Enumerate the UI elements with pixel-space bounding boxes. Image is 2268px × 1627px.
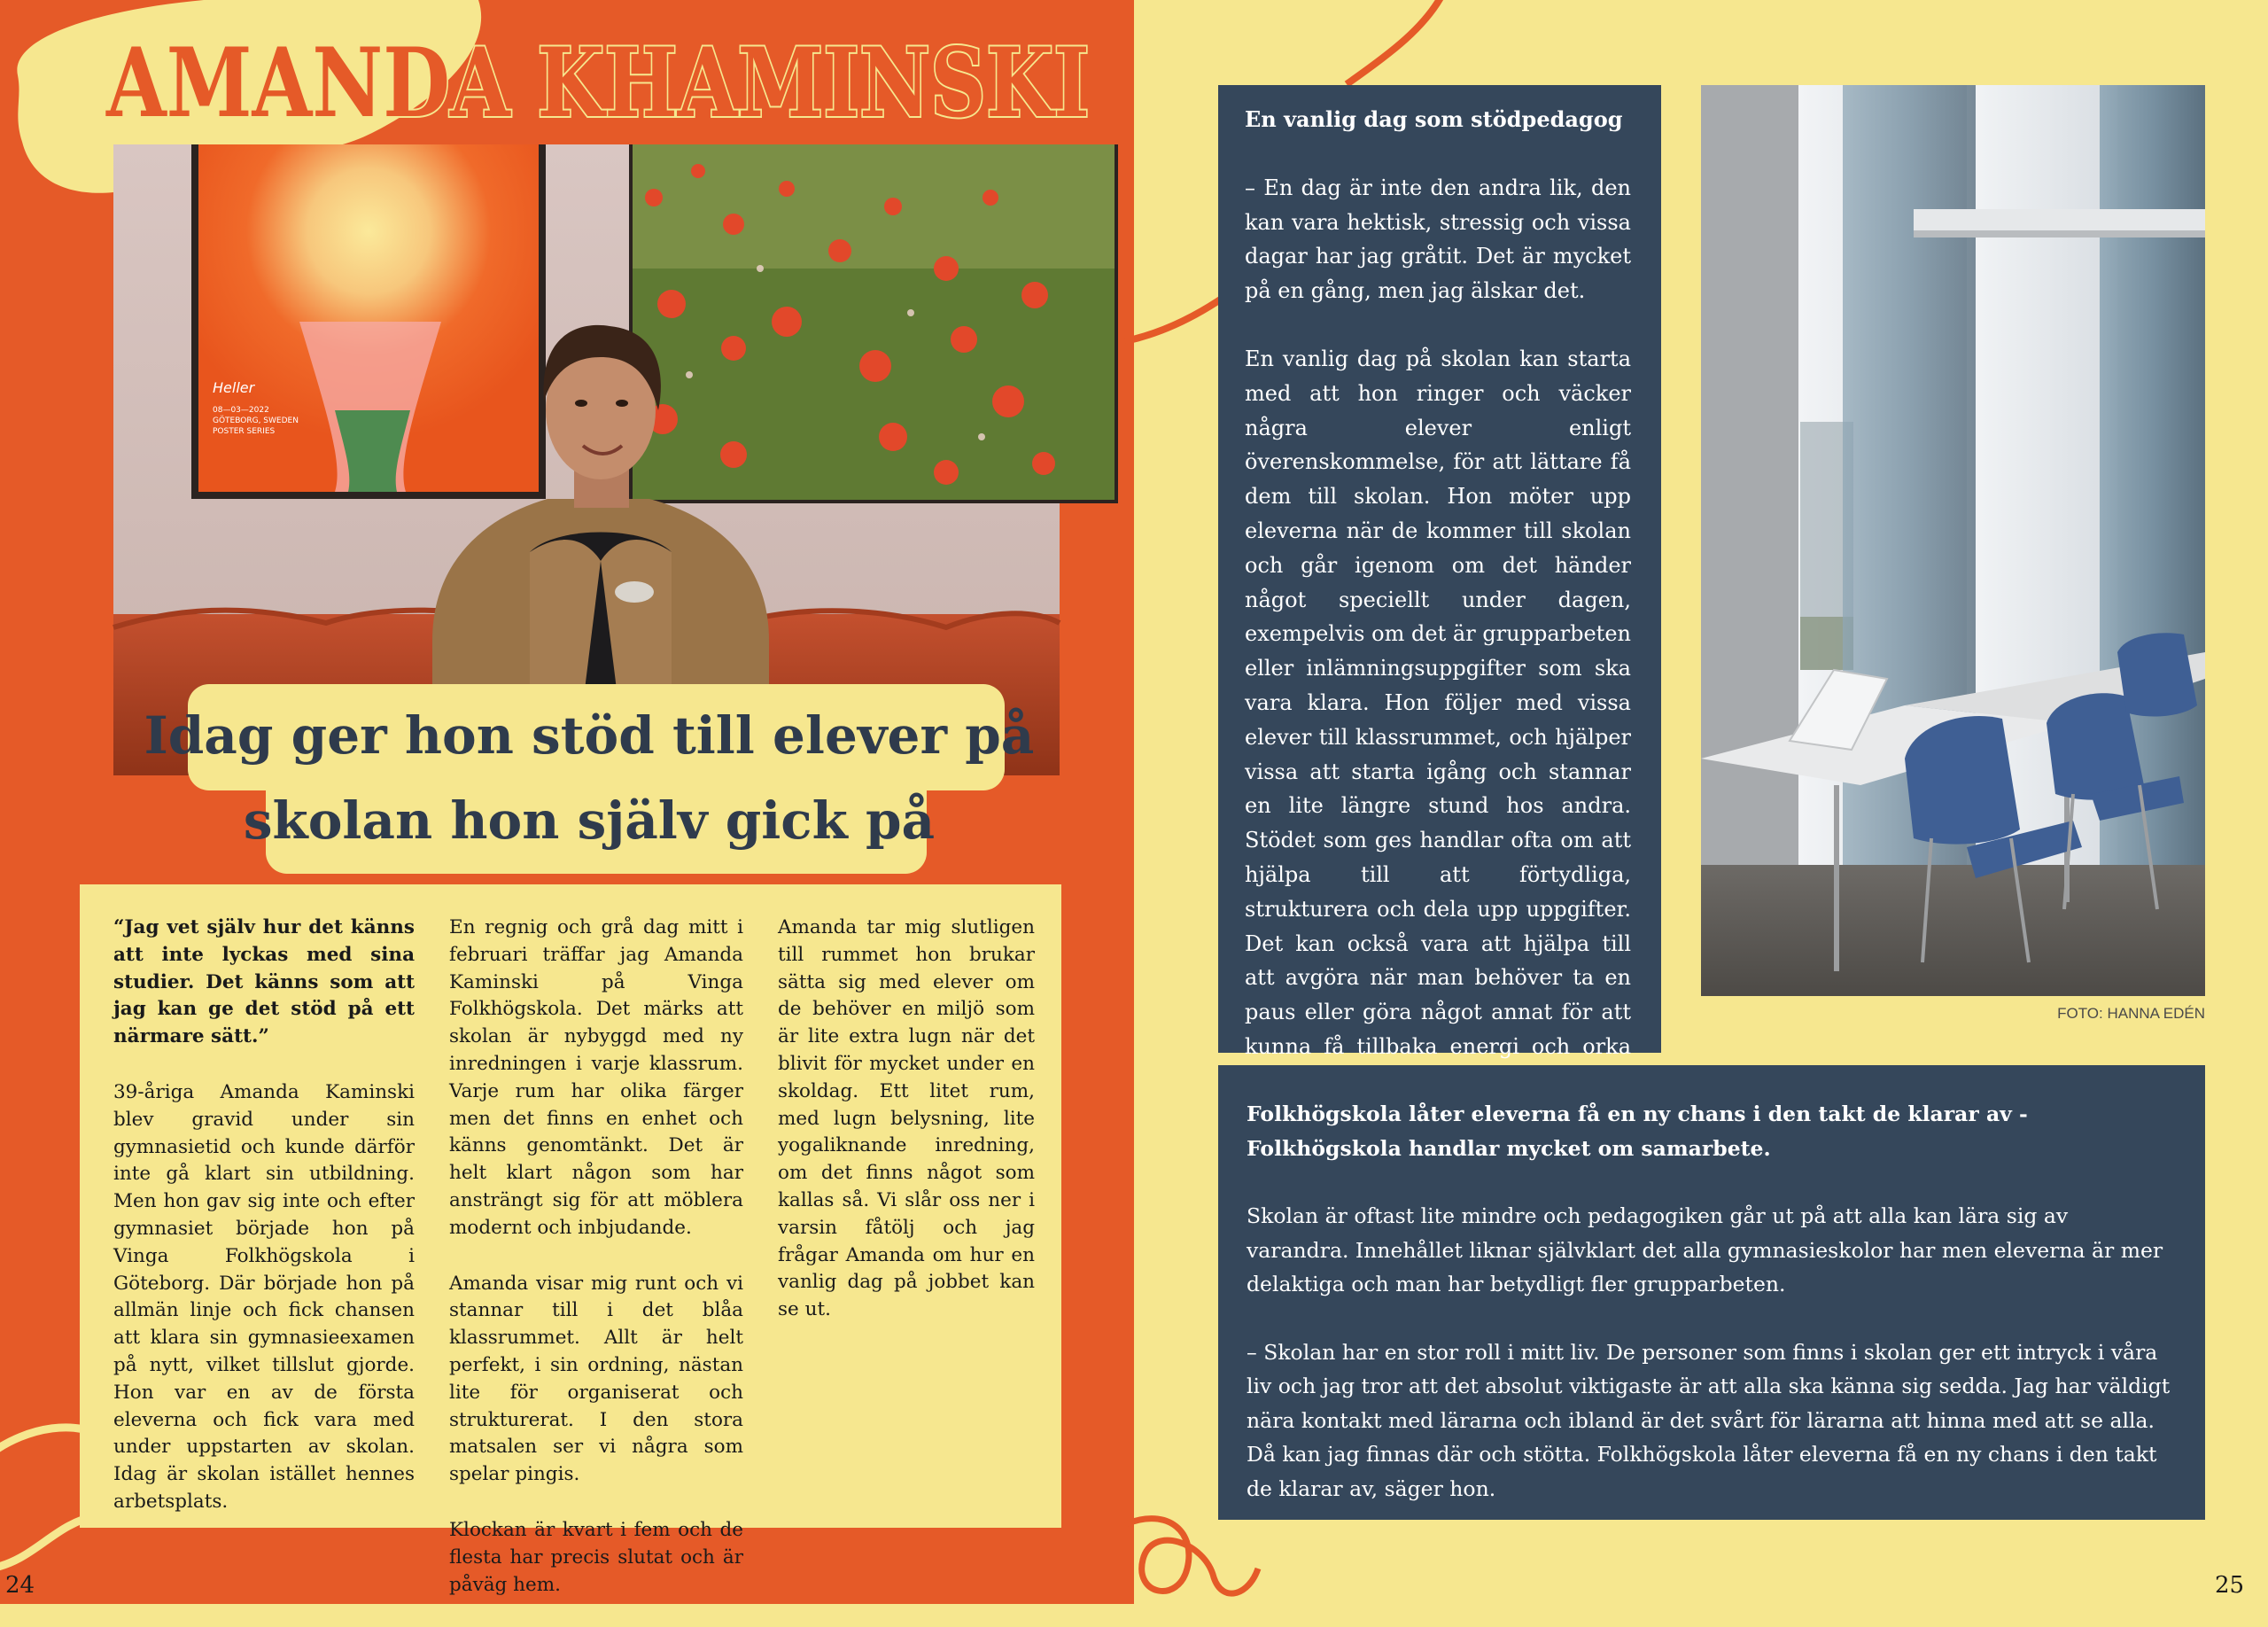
classroom-photo <box>1701 85 2205 996</box>
pull-quote: “Jag vet själv hur det känns att inte lyckas med sina studier. Det känns som att jag kan ge det stöd på ett närmare sätt.” <box>113 916 415 1048</box>
body-paragraph: En regnig och grå dag mitt i februari träffar jag Amanda Kaminski på Vinga Folkhögskola. Det märks att skolan är nybyggd med ny inredningen i varje klassrum. Varje rum har olika färger men det finns en enhet och känns genomtänkt. Det är helt klart någon som har ansträngt sig för att möblera modernt och inbjudande. <box>449 916 743 1239</box>
headline-line-2: skolan hon själv gick på <box>243 790 936 851</box>
body-paragraph: Klockan är kvart i fem och de flesta har precis slutat och är påväg hem. <box>449 1518 743 1596</box>
sidebar-typical-day <box>1218 85 1661 1059</box>
body-column-2 <box>449 915 743 1627</box>
sidebar-paragraph: – Skolan har en stor roll i mitt liv. De personer som finns i skolan ger ett intryck i våra liv och jag tror att det absolut viktigaste är att alla ska känna sig sedda. Jag har väldigt nära kontakt med lärarna och ibland är det svårt för lärarna att hinna med att se alla. Då kan jag finnas där och stötta. Folkhögskola låter eleverna få en ny chans i den takt de klarar av, säger hon. <box>1247 1339 2171 1501</box>
headline-line-1: Idag ger hon stöd till elever på <box>144 705 1035 766</box>
article-title <box>97 25 1099 140</box>
body-column-3 <box>778 915 1035 1352</box>
article-title-text: AMANDA KHAMINSKI <box>105 27 1091 139</box>
body-column-1 <box>113 915 415 1545</box>
body-paragraph: Amanda tar mig slutligen till rummet hon brukar sätta sig med elever om de behöver en miljö som är lite extra lugn när det blivit för mycket under en skoldag. Ett litet rum, med lugn belysning, lite yogaliknande inredning, om det finns något som kallas så. Vi slår oss ner i varsin fåtölj och jag frågar Amanda om hur en vanlig dag på jobbet kan se ut. <box>778 916 1035 1321</box>
sidebar-heading: Folkhögskola låter eleverna få en ny chans i den takt de klarar av - Folkhögskola handlar mycket om samarbete. <box>1247 1102 2028 1161</box>
page-number-left: 24 <box>5 1572 35 1599</box>
sidebar-paragraph: Skolan är oftast lite mindre och pedagogiken går ut på att alla kan lära sig av varandra. Innehållet liknar självklart det alla gymnasieskolor har men eleverna är mer delaktiga och man har betydligt fler grupparbeten. <box>1247 1203 2163 1296</box>
sidebar-paragraph: En vanlig dag på skolan kan starta med att hon ringer och väcker några elever enligt överenskommelse, för att lättare få dem till skolan. Hon möter upp eleverna när de kommer till skolan och går igenom om det händer något speciellt under dagen, exempelvis om det är grupparbeten eller inlämningsuppgifter som ska vara klara. Hon följer med vissa elever till klassrummet, och hjälper vissa att starta igång och stannar en lite längre stund hos andra. Stödet som ges handlar ofta om att hjälpa till att förtydliga, strukturera och dela upp uppgifter. Det kan också vara att hjälpa till att avgöra när man behöver ta en paus eller göra något annat för att kunna få tillbaka energi och orka <box>1245 346 1631 1059</box>
headline-banner <box>0 681 1134 884</box>
photo-caption: FOTO: HANNA EDÉN <box>2057 1005 2205 1022</box>
sidebar-folkhogskola <box>1218 1065 2205 1520</box>
body-paragraph: 39-åriga Amanda Kaminski blev gravid under sin gymnasietid och kunde därför inte gå klart sin utbildning. Men hon gav sig inte och efter gymnasiet började hon på Vinga Folkhögskola i Göteborg. Där började hon på allmän linje och fick chansen att klara sin gymnasieexamen på nytt, vilket tillslut gjorde. Hon var en av de första eleverna och fick vara med under uppstarten av skolan. Idag är skolan istället hennes arbetsplats. <box>113 1080 415 1513</box>
poster-brand-text: Heller <box>213 379 255 396</box>
page-number-right: 25 <box>2215 1572 2245 1599</box>
poster-date-text: 08—03—2022 <box>213 406 269 415</box>
poster-location-text: GÖTEBORG, SWEDEN <box>213 416 299 425</box>
sidebar-paragraph: – En dag är inte den andra lik, den kan vara hektisk, stressig och vissa dagar har jag gråtit. Det är mycket på en gång, men jag älskar det. <box>1245 175 1631 304</box>
left-page <box>0 0 1134 1604</box>
sidebar-heading: En vanlig dag som stödpedagog <box>1245 106 1623 132</box>
poster-series-text: POSTER SERIES <box>213 427 276 436</box>
body-paragraph: Amanda visar mig runt och vi stannar till i det blåa klassrummet. Allt är helt perfekt, i sin ordning, nästan lite för organiserat och strukturerat. I den stora matsalen ser vi några som spelar pingis. <box>449 1272 743 1486</box>
